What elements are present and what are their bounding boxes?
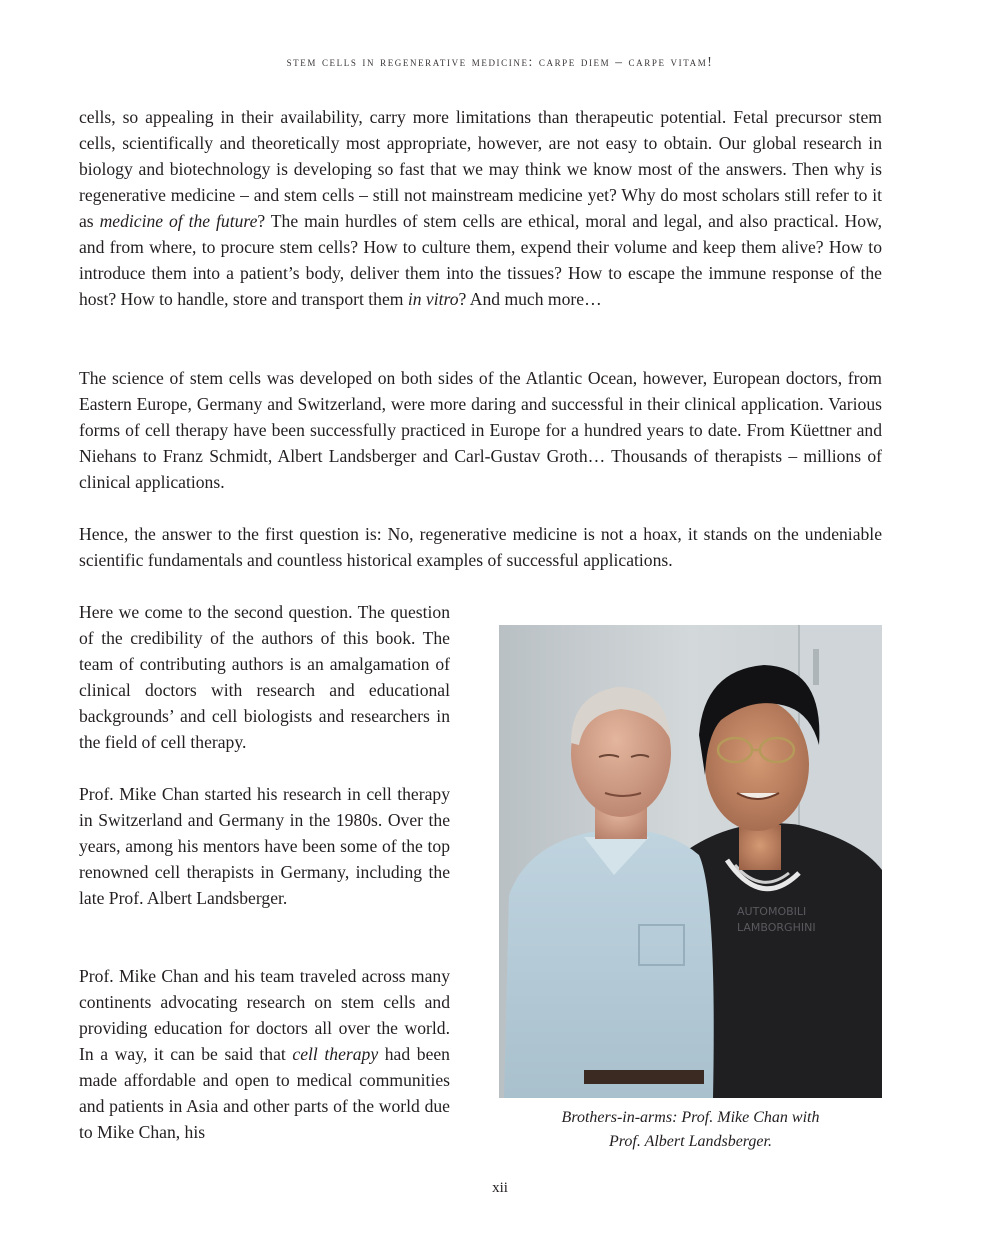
photo-illustration bbox=[499, 625, 882, 1098]
shirt-print-line1: AUTOMOBILI bbox=[737, 905, 807, 918]
caption-line-2: Prof. Albert Landsberger. bbox=[609, 1133, 772, 1150]
page-number: xii bbox=[492, 1180, 508, 1196]
paragraph-2: The science of stem cells was developed on both sides of the Atlantic Ocean, however, European doctors, from Eastern Europe, Germany and Switzerland, were more daring and successful in their clinical application. Various forms of cell therapy have been successfully practiced in Europe for a hundred years to date. From Küettner and Niehans to Franz Schmidt, Albert Landsberger and Carl-Gustav Groth… Thousands of therapists – millions of clinical applications. bbox=[79, 368, 882, 492]
paragraph-6-part-a: Prof. Mike Chan and his team traveled across many continents advocating research on stem cells and providing education for doctors all over the world. In a way, it can be said that bbox=[79, 966, 450, 1064]
paragraph-1 bbox=[79, 104, 882, 312]
portrait-photo bbox=[499, 625, 882, 1098]
paragraph-1-part-c: ? And much more… bbox=[458, 289, 602, 309]
paragraph-6-part-b: had been made affordable and open to medical communities and patients in Asia and other parts of the world due to Mike Chan, his bbox=[79, 1044, 450, 1142]
shirt-print-line2: LAMBORGHINI bbox=[737, 921, 816, 934]
caption-line-1: Brothers-in-arms: Prof. Mike Chan with bbox=[561, 1109, 820, 1126]
italic-cell-therapy: cell therapy bbox=[292, 1044, 379, 1064]
italic-medicine-of-the-future: medicine of the future bbox=[99, 211, 258, 231]
paragraph-4: Here we come to the second question. The question of the credibility of the authors of this book. The team of contributing authors is an amalgamation of clinical doctors with research and educational backgrounds’ and cell biologists and researchers in the field of cell therapy. bbox=[79, 602, 450, 752]
paragraph-3: Hence, the answer to the first question is: No, regenerative medicine is not a hoax, it stands on the undeniable scientific fundamentals and countless historical examples of successful applications. bbox=[79, 524, 882, 570]
paragraph-5: Prof. Mike Chan started his research in cell therapy in Switzerland and Germany in the 1980s. Over the years, among his mentors have been some of the top renowned cell therapists in Germany, including the late Prof. Albert Landsberger. bbox=[79, 784, 450, 908]
paragraph-1-part-a: cells, so appealing in their availability, carry more limitations than therapeutic potential. Fetal precursor stem cells, scientifically and theoretically most appropriate, however, are not easy to obtain. Our global research in biology and biotechnology is developing so fast that we may think we know most of the answers. Then why is regenerative medicine – and stem cells – still not mainstream medicine yet? Why do most scholars still refer to it as bbox=[79, 107, 882, 231]
paragraph-1-part-b: ? The main hurdles of stem cells are ethical, moral and legal, and also practical. How, and from where, to procure stem cells? How to culture them, expend their volume and keep them alive? How to introduce them into a patient’s body, deliver them into the tissues? How to escape the immune response of the host? How to handle, store and transport them bbox=[79, 211, 883, 309]
photo-caption bbox=[499, 1106, 882, 1154]
running-head: stem cells in regenerative medicine: carpe diem – carpe vitam! bbox=[286, 54, 714, 69]
italic-in-vitro: in vitro bbox=[407, 289, 459, 309]
paragraph-6 bbox=[79, 963, 450, 1145]
